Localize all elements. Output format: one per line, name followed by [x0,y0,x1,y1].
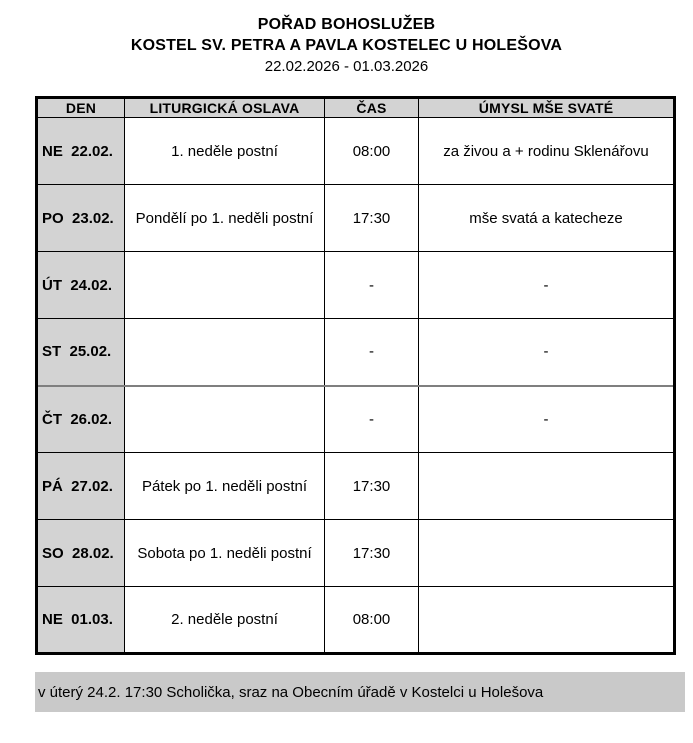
time-cell: - [325,252,419,319]
time-cell: 08:00 [325,118,419,185]
table-row [37,520,675,587]
intention-cell: - [419,386,675,453]
day-cell: PO 23.02. [37,185,125,252]
footer-note [35,672,685,712]
table-row [37,587,675,654]
day-cell: ČT 26.02. [37,386,125,453]
time-cell: 08:00 [325,587,419,654]
table-row [37,386,675,453]
celebration-cell [125,386,325,453]
footer-note-text: v úterý 24.2. 17:30 Scholička, sraz na Obecním úřadě v Kostelci u Holešova [38,683,544,701]
time-cell: - [325,386,419,453]
intention-cell: mše svatá a katecheze [419,185,675,252]
celebration-cell: 2. neděle postní [125,587,325,654]
intention-cell: za živou a + rodinu Sklenářovu [419,118,675,185]
celebration-cell: 1. neděle postní [125,118,325,185]
table-row [37,453,675,520]
intention-cell [419,587,675,654]
column-header-umysl-mse-svate: ÚMYSL MŠE SVATÉ [419,98,675,118]
table-row [37,319,675,386]
column-header-den: DEN [37,98,125,118]
time-cell: 17:30 [325,453,419,520]
table-row [37,118,675,185]
column-header-liturgicka-oslava: LITURGICKÁ OSLAVA [125,98,325,118]
header-row [37,98,675,118]
day-cell: SO 28.02. [37,520,125,587]
day-cell: NE 22.02. [37,118,125,185]
intention-cell: - [419,252,675,319]
page-subtitle: KOSTEL SV. PETRA A PAVLA KOSTELEC U HOLEŠOVA [130,37,563,54]
celebration-cell: Sobota po 1. neděli postní [125,520,325,587]
intention-cell: - [419,319,675,386]
intention-cell [419,520,675,587]
celebration-cell [125,319,325,386]
day-cell: ST 25.02. [37,319,125,386]
intention-cell [419,453,675,520]
page-title: POŘAD BOHOSLUŽEB [257,16,436,33]
time-cell: 17:30 [325,185,419,252]
time-cell: 17:30 [325,520,419,587]
day-cell: NE 01.03. [37,587,125,654]
celebration-cell: Pátek po 1. neděli postní [125,453,325,520]
column-header-cas: ČAS [325,98,419,118]
table-row [37,252,675,319]
table-row [37,185,675,252]
schedule-table [35,96,676,655]
celebration-cell [125,252,325,319]
day-cell: PÁ 27.02. [37,453,125,520]
date-range: 22.02.2026 - 01.03.2026 [264,58,429,75]
celebration-cell: Pondělí po 1. neděli postní [125,185,325,252]
time-cell: - [325,319,419,386]
day-cell: ÚT 24.02. [37,252,125,319]
document-header [0,0,693,77]
